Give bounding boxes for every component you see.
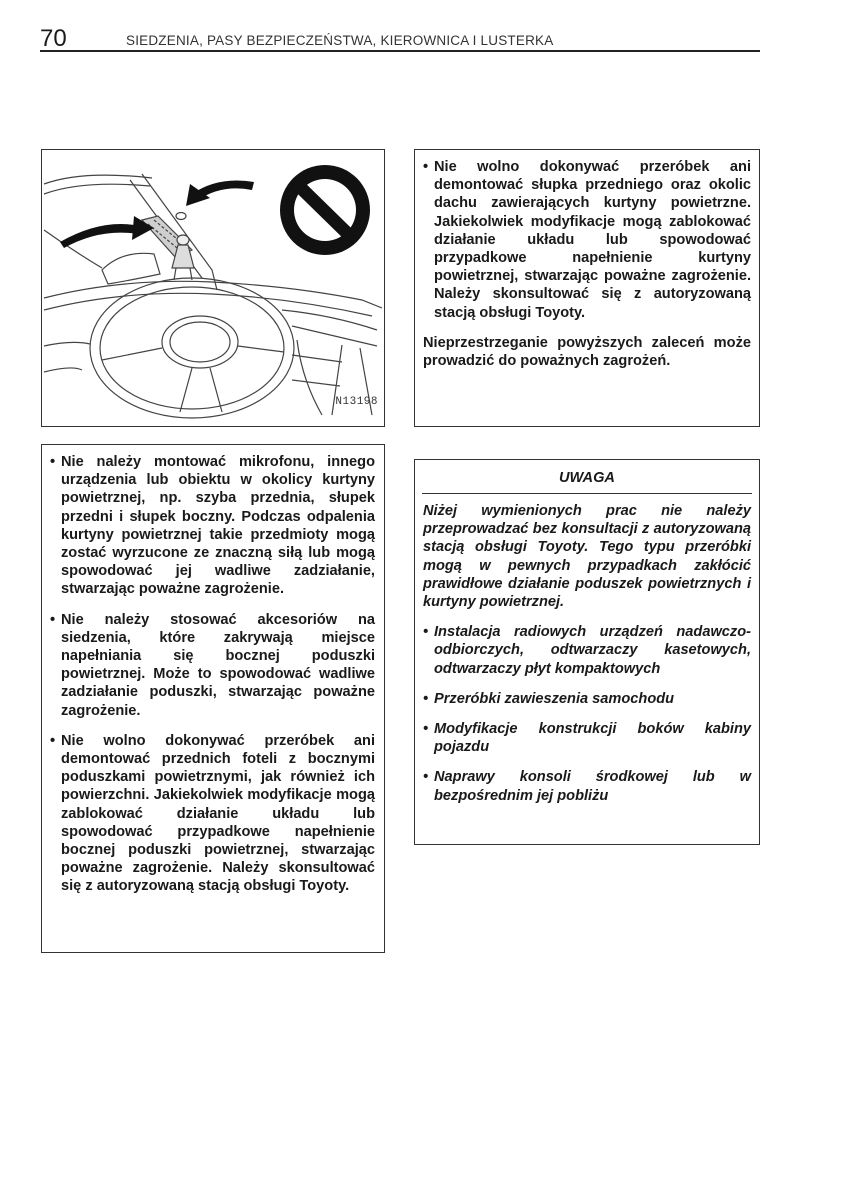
note-box bbox=[414, 459, 760, 845]
list-item: • Naprawy konsoli środkowej lub w bezpośrednim jej pobliżu bbox=[423, 769, 751, 804]
bullet-icon: • bbox=[50, 454, 56, 470]
bullet-icon: • bbox=[423, 624, 429, 641]
list-item: • Instalacja radiowych urządzeń nadawczo-odbiorczych, odtwarzaczy kasetowych, odtwarzaczy płyt kompaktowych bbox=[423, 624, 751, 677]
bullet-icon: • bbox=[423, 769, 429, 786]
illustration-box bbox=[41, 149, 385, 427]
page-header bbox=[40, 26, 760, 52]
bullet-icon: • bbox=[50, 732, 56, 749]
list-item: • Modyfikacje konstrukcji boków kabiny pojazdu bbox=[423, 721, 751, 756]
bullet-icon: • bbox=[423, 721, 429, 738]
bullet-icon: • bbox=[50, 611, 56, 628]
page-number: 70 bbox=[40, 25, 67, 52]
list-item: • Nie wolno dokonywać przeróbek ani demontować przednich foteli z bocznymi poduszkami powietrznymi, jak również ich powierzchni. Jakiekolwiek modyfikacje mogą zablokować działanie układu lub spowodować przypadkowe napełnienie bocznej poduszki powietrznej, stwarzając poważne zagrożenie. Należy skonsultować się z autoryzowaną stacją obsługi Toyoty. bbox=[50, 732, 375, 895]
note-intro: Niżej wymienionych prac nie należy przeprowadzać bez konsultacji z autoryzowaną stacją obsługi Toyoty. Tego typu przeróbki mogą w pewnych przypadkach zakłócić prawidłowe działanie poduszek powietrznych i kurtyny powietrznej. bbox=[423, 503, 751, 611]
list-item: • Nie należy stosować akcesoriów na siedzenia, które zakrywają miejsce napełniania się bocznej poduszki powietrznej. Może to spowodować wadliwe zadziałanie poduszki, stwarzając poważne zagrożenie. bbox=[50, 611, 375, 719]
warning-box-seats bbox=[41, 444, 385, 953]
warning-box-pillar bbox=[414, 149, 760, 427]
list-item: • Przeróbki zawieszenia samochodu bbox=[423, 690, 675, 707]
prohibition-sign-icon bbox=[280, 165, 370, 255]
figure-label: N13198 bbox=[335, 396, 378, 408]
arrow-icon bbox=[186, 181, 254, 207]
section-title: SIEDZENIA, PASY BEZPIECZEŃSTWA, KIEROWNICA I LUSTERKA bbox=[126, 33, 554, 48]
list-item: • Nie wolno dokonywać przeróbek ani demontować słupka przedniego oraz okolic dachu zawierających kurtyny powietrzne. Jakiekolwiek modyfikacje mogą zablokować działanie układu lub spowodować przypadkowe napełnienie kurtyny powietrznej, stwarzając poważne zagrożenie. Należy skonsultować się z autoryzowaną stacją obsługi Toyoty. bbox=[423, 159, 751, 321]
note-title: UWAGA bbox=[422, 469, 752, 494]
warning-closing: Nieprzestrzeganie powyższych zaleceń może prowadzić do poważnych zagrożeń. bbox=[423, 334, 751, 370]
arrow-icon bbox=[60, 216, 154, 248]
list-item: • Nie należy montować mikrofonu, innego urządzenia lub obiektu w okolicy kurtyny powietrznej, np. szyba przednia, słupek przedni i słupek boczny. Podczas odpalenia kurtyny powietrznej takie przedmioty mogą zostać wyrzucone ze znaczną siłą lub mogą spowodować jej wadliwe zadziałanie, stwarzając poważne zagrożenie. bbox=[50, 454, 375, 598]
car-interior-illustration bbox=[42, 150, 383, 425]
bullet-icon: • bbox=[423, 690, 429, 707]
bullet-icon: • bbox=[423, 159, 429, 175]
